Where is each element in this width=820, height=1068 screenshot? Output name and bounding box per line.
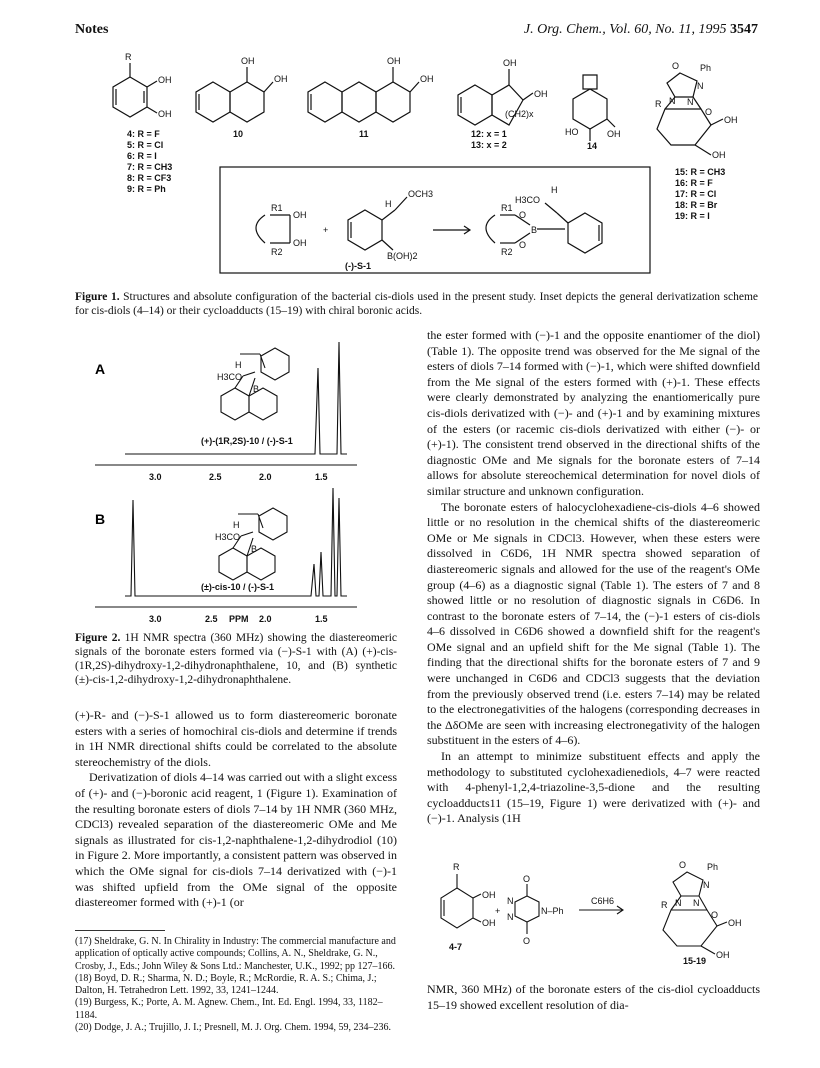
atom-r: R [661,900,668,910]
footnote-20: (20) Dodge, J. A.; Trujillo, J. I.; Presnell, M. J. Org. Chem. 1994, 59, 234–236. [75,1022,391,1034]
atom-oh: OH [387,56,401,66]
axis-b-tick-1.5: 1.5 [315,614,328,624]
atom-oh: OH [534,89,548,99]
atom-oh: OH [712,150,726,160]
spectrum-b-label: (±)-cis-10 / (-)-S-1 [201,582,274,592]
page-number: 3547 [730,22,758,37]
atom-n: N [703,880,710,890]
atom-o: O [672,61,680,71]
axis-a-tick-2.0: 2.0 [259,472,272,482]
atom-h3co: H3CO [515,195,541,205]
journal-citation [524,22,758,38]
axis-a-tick-1.5: 1.5 [315,472,328,482]
panel-b-label: B [95,511,106,527]
label-cmpd-18: 18: R = Br [675,200,718,210]
atom-o: O [523,936,531,946]
journal-name: J. Org. Chem., Vol. 60, No. 11, 1995 [523,22,727,37]
left-column [75,708,397,911]
scheme-reactant-label: 4-7 [449,942,463,952]
label-cmpd-13: 13: x = 2 [471,140,507,150]
figure-2-caption-text: 1H NMR spectra (360 MHz) showing the diastereomeric signals of the boronate esters formed via (−)-S-1 with (A) (+)-cis-(1R,2S)-dihydroxy-1,2-dihydronaphthalene, 10, and (B) synthetic (±)-cis-1,2-dihydroxy-1,2-dihydronaphthalene. [75,632,398,686]
figure-2 [75,328,397,628]
figure-1-caption-text: Structures and absolute configuration of the bacterial cis-diols used in the present study. Inset depicts the general derivatization scheme for cis-diols (4–14) or their cycloadducts (15–19) with chiral boronic acids. [75,291,759,317]
label-cmpd-14: 14 [587,141,598,151]
atom-r: R [125,52,132,62]
paragraph: (+)-R- and (−)-S-1 allowed us to form diastereomeric boronate esters with a series of homochiral cis-diols and determine if trends in 1H NMR directional shifts could be correlated to the absolute stereochemistry of the diols. [75,708,397,769]
figure-1-structures [75,45,758,285]
panel-a-label: A [95,361,106,377]
atom-oh: OH [274,74,288,84]
right-column-bottom [427,982,760,1013]
label-cmpd-11: 11 [359,129,369,139]
axis-b-tick-2.0: 2.0 [259,614,272,624]
atom-r1: R1 [501,203,513,213]
footnote-17: (17) Sheldrake, G. N. In Chirality in Industry: The commercial manufacture and application of optically active compounds; Collins, A. N., Sheldrake, G. N., Crosby, J., Eds.; John Wiley & Sons Ltd.: Manchester, U.K., 1992; pp 127–166. [75,936,396,972]
footnote-19: (19) Burgess, K.; Porte, A. M. Agnew. Chem., Int. Ed. Engl. 1994, 33, 1182–1184. [75,997,383,1021]
atom-ho: HO [565,127,579,137]
atom-oh: OH [607,129,621,139]
atom-oh: OH [503,58,517,68]
atom-o: O [523,874,531,884]
label-cmpd-8: 8: R = CF3 [127,173,172,183]
scheme-product-label: 15-19 [683,956,707,966]
atom-o: O [711,910,719,920]
atom-n: N [697,81,704,91]
atom-o: O [705,107,713,117]
plus-sign: + [323,225,329,235]
atom-oh: OH [728,918,742,928]
footnotes [75,936,397,1034]
label-cmpd-6: 6: R = I [127,151,157,161]
footnote-rule [75,930,165,931]
reaction-scheme-svg [427,852,760,970]
figure-1-caption [75,290,758,318]
atom-h: H [233,520,240,530]
figure-1-caption-label: Figure 1. [75,291,120,303]
atom-oh: OH [241,56,255,66]
atom-oh: OH [482,918,496,928]
atom-n: N [675,898,682,908]
axis-b-tick-3.0: 3.0 [149,614,162,624]
figure-1 [75,45,758,285]
atom-h: H [551,185,558,195]
label-cmpd-15: 15: R = CH3 [675,167,726,177]
plus-sign: + [495,906,501,916]
atom-ch2x: (CH2)x [505,109,534,119]
atom-oh: OH [293,238,307,248]
figure-2-caption-label: Figure 2. [75,632,121,644]
atom-b: B [531,225,538,235]
atom-ph: Ph [707,862,719,872]
atom-r1: R1 [271,203,283,213]
axis-a-tick-3.0: 3.0 [149,472,162,482]
atom-n: N [507,896,514,906]
atom-ph: Ph [700,63,712,73]
atom-nph: N–Ph [541,906,564,916]
label-cmpd-7: 7: R = CH3 [127,162,173,172]
atom-r2: R2 [271,247,283,257]
paragraph: Derivatization of diols 4–14 was carried out with a slight excess of (+)- and (−)-boronic acid reagent, 1 (Figure 1). Examination of the resulting boronate esters of diols 7–14 by 1H NMR (360 MHz, CDCl3) revealed separation of the diastereomeric OMe and Me signals as illustrated for cis-1,2-naphthalene-1,2-dihydrodiol (10) in Figure 2. More importantly, a consistent pattern was observed in which the OMe signal for cis-diols 7–14 derivatized with (−)-1 was shifted upfield from the OMe signal of the opposite diastereomer formed with (+)-1 (or [75,770,397,910]
atom-o: O [679,860,687,870]
atom-h: H [235,360,242,370]
figure-2-caption [75,631,397,687]
atom-r2: R2 [501,247,513,257]
ring-4-9 [113,77,147,117]
atom-r: R [453,862,460,872]
atom-o: O [519,240,527,250]
atom-oh: OH [420,74,434,84]
paragraph: NMR, 360 MHz) of the boronate esters of the cis-diol cycloadducts 15–19 showed excellent resolution of dia- [427,982,760,1012]
spectrum-a-label: (+)-(1R,2S)-10 / (-)-S-1 [201,436,293,446]
atom-boh2: B(OH)2 [387,251,418,261]
scheme-arrow-label: C6H6 [591,896,615,906]
atom-h3co: H3CO [215,532,241,542]
atom-n: N [693,898,700,908]
atom-oh: OH [293,210,307,220]
right-column [427,328,760,827]
paragraph: The boronate esters of halocyclohexadiene-cis-diols 4–6 showed little or no resolution in the chemical shifts of the diastereomeric OMe or Me signals in CDCl3. However, when these esters were dissolved in C6D6, 1H NMR spectra showed separation of diastereomeric signals and allowed for the use of the reagent's OMe group (4–6) as a diagnostic signal (Table 1). The esters of 7 and 8 showed little or no resolution of diagnostic signals in C6D6. In contrast to the boronate esters of 7–14, the (−)-1 esters of cis-diols 4–6 dissolved in C6D6 showed a downfield shift for the reagent's OMe signal and an upfield shift for the Me signal (Table 1). The finding that the directional shifts for the boronate esters of 7 and 9 were unchanged in C6D6 and CDCl3 suggests that the deviation from the previously observed trend (i.e. esters 7–14) may be related to the electronegativities of the halogens (corresponding decreases in the ΔδOMe are seen with increasing electronegativity of the halogen substituent in the esters of 4–6). [427,499,760,748]
label-cmpd-4: 4: R = F [127,129,160,139]
axis-b-ppm: PPM [229,614,249,624]
label-cmpd-10: 10 [233,129,244,139]
label-cmpd-19: 19: R = I [675,211,710,221]
reaction-scheme [427,852,760,970]
label-cmpd-12: 12: x = 1 [471,129,507,139]
paragraph: the ester formed with (−)-1 and the opposite enantiomer of the diol) (Table 1). The opposite trend was observed for the Me signal of the esters of diols 7–14 formed with (−)-1, which were shifted downfield from the Me signal of the esters formed with (+)-1. These effects were clearly demonstrated by analyzing the enantiomerically pure cis-diols derivatized with (−)- and (+)-1 and by examining mixtures of the esters (or racemic cis-diols derivatized with either (−)- or (+)-1). The consistent trend observed in the directional shifts of the diagnostic OMe and Me signals for the boronate esters of 7–14 allows for absolute stereochemical determination for novel diols of similar structure and unknown configuration. [427,328,760,498]
atom-oh: OH [482,890,496,900]
atom-och3: OCH3 [408,189,434,199]
atom-n: N [507,912,514,922]
atom-oh: OH [158,75,172,85]
atom-oh: OH [716,950,730,960]
label-reagent-s1: (-)-S-1 [345,261,371,271]
atom-b: B [253,384,260,394]
inset-box [220,167,650,273]
atom-o: O [519,210,527,220]
label-cmpd-5: 5: R = Cl [127,140,164,150]
atom-b: B [251,544,258,554]
footnote-18: (18) Boyd, D. R.; Sharma, N. D.; Boyle, R.; McRordie, R. A. S.; Chima, J.; Dalton, H. Tetrahedron Lett. 1992, 33, 1241–1244. [75,972,377,997]
atom-oh: OH [158,109,172,119]
atom-r: R [655,99,662,109]
atom-h3co: H3CO [217,372,243,382]
figure-2-spectra [75,328,397,628]
atom-oh: OH [724,115,738,125]
paragraph: In an attempt to minimize substituent effects and apply the methodology to substituted cyclohexadienediols, 4–7 were reacted with 4-phenyl-1,2,4-triazoline-3,5-dione and the resulting cycloadducts11 (15–19, Figure 1) were derivatized with (+)- and (−)-1. Analysis (1H [427,749,760,826]
section-title: Notes [75,22,109,37]
atom-n: N [687,97,694,107]
axis-b-tick-2.5: 2.5 [205,614,218,624]
label-cmpd-17: 17: R = Cl [675,189,717,199]
atom-n: N [669,96,676,106]
label-cmpd-16: 16: R = F [675,178,713,188]
axis-a-tick-2.5: 2.5 [209,472,222,482]
label-cmpd-9: 9: R = Ph [127,184,166,194]
atom-h: H [385,199,392,209]
